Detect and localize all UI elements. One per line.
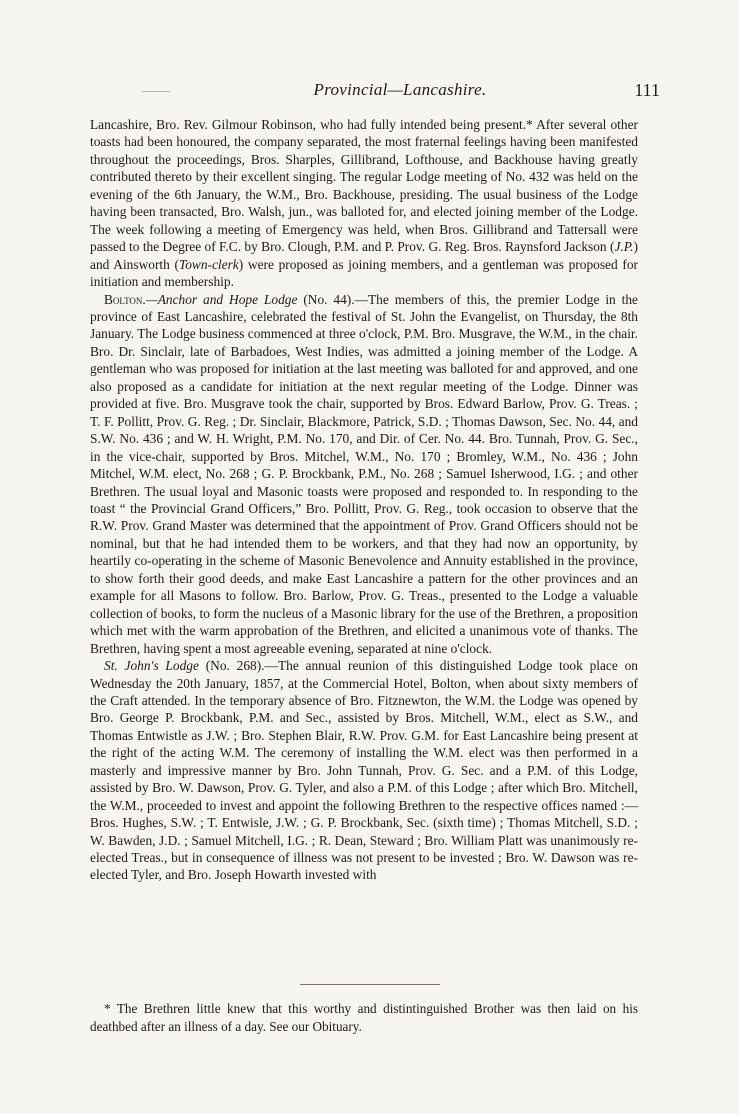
running-title: Provincial—Lancashire. [313, 80, 487, 99]
place-heading: Bolton. [104, 291, 146, 307]
italic-town-clerk: Town-clerk [178, 256, 239, 272]
paragraph-bolton-anchor-hope [90, 291, 638, 658]
page-number: 111 [634, 80, 660, 100]
footnote [90, 1000, 638, 1036]
article-body [90, 116, 638, 884]
page-header [140, 80, 660, 104]
lodge-name: —Anchor and Hope Lodge [145, 291, 298, 307]
footnote-text: * The Brethren little knew that this worthy and distintinguished Brother was then laid on his deathbed after an illness of a day. See our Obituary. [90, 1001, 638, 1034]
paragraph-text: Lancashire, Bro. Rev. Gilmour Robinson, who had fully intended being present.* After several other toasts had been honoured, the company separated, the most fraternal feelings having been manifested throughout the proceedings, Bros. Sharples, Gillibrand, Lofthouse, and Backhouse having greatly contributed thereto by their excellent singing. The regular Lodge meeting of No. 432 was held on the evening of the 6th January, the W.M., Bro. Backhouse, presiding. The usual business of the Lodge having been transacted, Bro. Walsh, jun., was balloted for, and elected joining member of the Lodge. The week following a meeting of Emergency was held, when Bros. Gillibrand and Tattersall were passed to the Degree of F.C. by Bro. Clough, P.M. and P. Prov. G. Reg. Bros. Raynsford Jackson ( [90, 117, 638, 255]
paragraph-text-mid: ) and Ainsworth ( [90, 239, 638, 272]
footnote-divider [300, 984, 440, 985]
paragraph-st-johns-lodge [90, 657, 638, 884]
paragraph-text: (No. 44).—The members of this, the premier Lodge in the province of East Lancashire, celebrated the festival of St. John the Evangelist, on Thursday, the 8th January. The Lodge business commenced at three o'clock, P.M. Bro. Musgrave, the W.M., in the chair. Bro. Dr. Sinclair, late of Barbadoes, West Indies, was admitted a joining member of the Lodge. A gentleman who was proposed for initiation at the last meeting was balloted for and approved, and one also proposed as a candidate for initiation at the next regular meeting of the Lodge. Dinner was provided at five. Bro. Musgrave took the chair, supported by Bros. Edward Barlow, Prov. G. Treas. ; T. F. Pollitt, Prov. G. Reg. ; Dr. Sinclair, Blackmore, Patrick, S.D. ; Thomas Dawson, Sec. No. 44, and S.W. No. 436 ; and W. H. Wright, P.M. No. 170, and Dir. of Cer. No. 44. Bro. Tunnah, Prov. G. Sec., in the vice-chair, supported by Bros. Mitchel, W.M., No. 170 ; Bromley, W.M., No. 436 ; John Mitchel, W.M. elect, No. 268 ; G. P. Brockbank, P.M., No. 268 ; Samuel Isherwood, I.G. ; and other Brethren. The usual loyal and Masonic toasts were proposed and responded to. In responding to the toast “ the Provincial Grand Officers,” Bro. Pollitt, Prov. G. Reg., took occasion to observe that the R.W. Prov. Grand Master was determined that the appointment of Prov. Grand Officers should not be nominal, but that he had intended them to be workers, and that they had now an opportunity, by heartily co-operating in the scheme of Masonic Benevolence and Annuity established in the province, to show forth their good deeds, and make East Lancashire a pattern for the other provinces and an example for all Masons to follow. Bro. Barlow, Prov. G. Treas., presented to the Lodge a valuable collection of books, to form the nucleus of a Masonic library for the use of the Brethren, a proposition which met with the warm approbation of the Brethren, and elicited a unanimous vote of thanks. The Brethren, having spent a most agreeable evening, separated at nine o'clock. [90, 291, 639, 656]
paragraph-text-end: ) were proposed as joining members, and a gentleman was proposed for initiation and membership. [90, 256, 639, 290]
paragraph-text: (No. 268).—The annual reunion of this distinguished Lodge took place on Wednesday the 20th January, 1857, at the Commercial Hotel, Bolton, when about sixty members of the Craft attended. In the temporary absence of Bro. Fitznewton, the W.M. the Lodge was opened by Bro. George P. Brockbank, P.M. and Sec., assisted by Bros. Mitchell, W.M., elect as S.W., and Thomas Entwistle as J.W. ; Bro. Stephen Blair, R.W. Prov. G.M. for East Lancashire being present at the right of the acting W.M. The ceremony of installing the W.M. elect was then performed in a masterly and impressive manner by Bro. John Tunnah, Prov. G. Sec. and a P.M. of this Lodge, assisted by Bro. W. Dawson, Prov. G. Tyler, and also a P.M. of this Lodge ; after which Bro. Mitchell, the W.M., proceeded to invest and appoint the following Brethren to the respective offices named :—Bros. Hughes, S.W. ; T. Entwisle, J.W. ; G. P. Brockbank, Sec. (sixth time) ; Thomas Mitchell, S.D. ; W. Bawden, J.D. ; Samuel Mitchell, I.G. ; R. Dean, Steward ; Bro. William Platt was unanimously re-elected Treas., but in consequence of illness was not present to be invested ; Bro. W. Dawson was re-elected Tyler, and Bro. Joseph Howarth invested with [90, 658, 638, 883]
italic-jp: J.P. [614, 239, 634, 255]
lodge-name: St. John's Lodge [104, 658, 199, 674]
paragraph-lancashire-continued [90, 116, 638, 291]
